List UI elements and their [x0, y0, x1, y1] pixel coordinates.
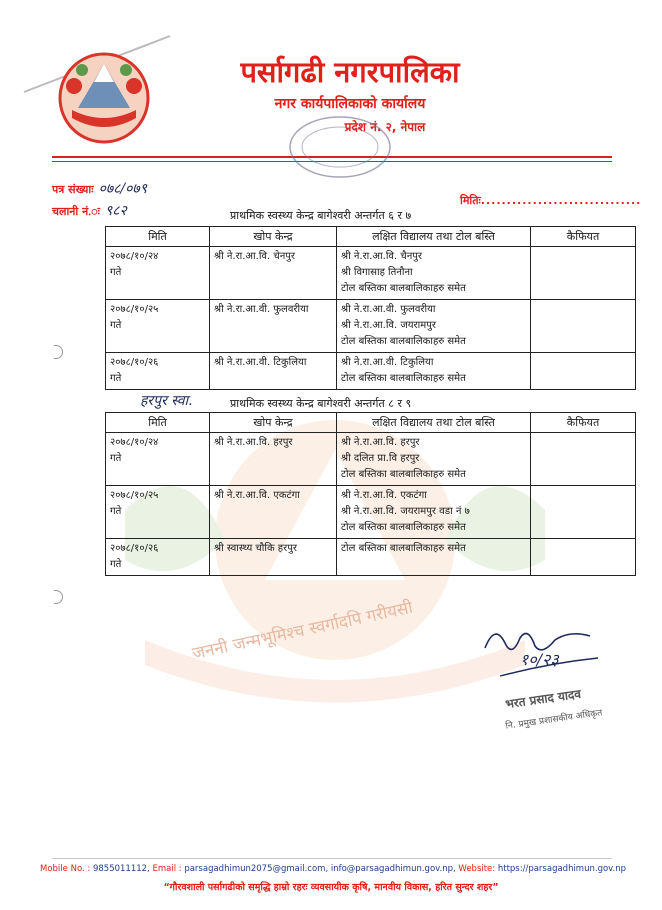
table-header-row: [106, 413, 636, 433]
miti-dots: ...............................: [480, 194, 642, 207]
table-row: [106, 247, 636, 300]
row-remarks: [531, 486, 636, 539]
office-address: प्रदेश नं. २, नेपाल: [344, 120, 426, 134]
patra-label: पत्र संख्याः: [52, 183, 94, 196]
row-date: २०७८/१०/२४ गते: [106, 433, 210, 486]
col-remarks: कैफियत: [531, 413, 636, 433]
row-targets: श्री ने.रा.आ.वि. एकटंगा श्री ने.रा.आ.वि. जयरामपुर वडा नं ७ टोल बस्तिका बालबालिकाहरु समेत: [337, 486, 531, 539]
row-date: २०७८/१०/२६ गते: [106, 539, 210, 576]
row-targets: श्री ने.रा.आ.वि. चैनपुर श्री विगासाह तिनौना टोल बस्तिका बालबालिकाहरु समेत: [337, 247, 531, 300]
col-center: खोप केन्द्र: [210, 227, 337, 247]
chalani-number: [52, 200, 127, 220]
col-date: मिति: [106, 413, 210, 433]
email-address[interactable]: parsagadhimun2075@gmail.com, info@parsagadhimun.gov.np,: [184, 864, 456, 874]
table-row: [106, 433, 636, 486]
mobile-number: 9855011112,: [92, 864, 150, 874]
patra-sankhya: [52, 178, 147, 198]
watermark-motto: जननी जन्मभूमिश्च स्वर्गादपि गरीयसी: [190, 597, 415, 665]
row-date: २०७८/१०/२५ गते: [106, 300, 210, 353]
col-center: खोप केन्द्र: [210, 413, 337, 433]
mobile-label: Mobile No. :: [40, 864, 91, 874]
row-targets: श्री ने.रा.आ.वी. फुलवरीया श्री ने.रा.आ.वि. जयरामपुर टोल बस्तिका बालबालिकाहरु समेत: [337, 300, 531, 353]
row-center: श्री ने.रा.आ.वि. चेनपुर: [210, 247, 337, 300]
col-remarks: कैफियत: [531, 227, 636, 247]
row-date: २०७८/१०/२६ गते: [106, 353, 210, 390]
table-row: [106, 300, 636, 353]
row-remarks: [531, 247, 636, 300]
office-subtitle: नगर कार्यपालिकाको कार्यालय: [274, 96, 426, 112]
row-targets: श्री ने.रा.आ.वी. टिकुलिया टोल बस्तिका बालबालिकाहरु समेत: [337, 353, 531, 390]
footer-slogan: “गौरवशाली पर्सागढीको समृद्धि हाम्रो रहरः व्यवसायीक कृषि, मानवीय विकास, हरित सुन्दर शहर”: [163, 882, 499, 893]
vaccination-table-2: [105, 412, 636, 576]
website-link[interactable]: https://parsagadhimun.gov.np: [497, 864, 627, 874]
row-date: २०७८/१०/२४ गते: [106, 247, 210, 300]
signature-date: १०/२३: [520, 650, 559, 669]
row-targets: टोल बस्तिका बालबालिकाहरु समेत: [337, 539, 531, 576]
punch-hole: [54, 345, 63, 359]
row-center: श्री ने.रा.आ.वी. फुलवरीया: [210, 300, 337, 353]
row-center: श्री ने.रा.आ.वी. टिकुलिया: [210, 353, 337, 390]
email-label: Email :: [152, 864, 182, 874]
table2-handnote: हरपुर स्वा.: [140, 393, 193, 409]
row-center: श्री स्वास्थ्य चौकि हरपुर: [210, 539, 337, 576]
table-row: [106, 353, 636, 390]
website-label: Website:: [458, 864, 496, 874]
punch-hole: [54, 590, 63, 604]
row-remarks: [531, 353, 636, 390]
table2-title: प्राथमिक स्वस्थ्य केन्द्र बागेश्वरी अन्तर्गत ८ र ९: [230, 397, 412, 410]
table1-title: प्राथमिक स्वस्थ्य केन्द्र बागेश्वरी अन्तर्गत ६ र ७: [230, 209, 412, 222]
row-remarks: [531, 300, 636, 353]
footer-contact: [40, 864, 627, 874]
row-center: श्री ने.रा.आ.वि. हरपुर: [210, 433, 337, 486]
vaccination-table-1: [105, 226, 636, 390]
table-header-row: [106, 227, 636, 247]
chalani-label: चलानी नं.ः: [52, 205, 100, 218]
signatory-name: भरत प्रसाद यादव: [504, 686, 582, 712]
col-targets: लक्षित विद्यालय तथा टोल बस्ति: [337, 227, 531, 247]
row-center: श्री ने.रा.आ.वि. एकटंगा: [210, 486, 337, 539]
signatory-designation: नि. प्रमुख प्रशासकीय अधिकृत: [504, 708, 603, 732]
chalani-value: ९८२: [104, 203, 127, 219]
row-remarks: [531, 539, 636, 576]
miti-label: मितिः: [460, 194, 481, 207]
municipality-title: पर्सागढी नगरपालिका: [240, 55, 460, 89]
miti-field: [460, 193, 641, 208]
table-row: [106, 539, 636, 576]
office-stamp: [285, 112, 395, 182]
row-remarks: [531, 433, 636, 486]
nepal-emblem-logo: [52, 48, 156, 148]
col-date: मिति: [106, 227, 210, 247]
col-targets: लक्षित विद्यालय तथा टोल बस्ति: [337, 413, 531, 433]
row-targets: श्री ने.रा.आ.वि. हरपुर श्री दलित प्रा.वि हरपुर टोल बस्तिका बालबालिकाहरु समेत: [337, 433, 531, 486]
table-row: [106, 486, 636, 539]
patra-value: ०७८/०७९: [98, 181, 147, 197]
row-date: २०७८/१०/२५ गते: [106, 486, 210, 539]
footer-rule: [52, 858, 612, 859]
